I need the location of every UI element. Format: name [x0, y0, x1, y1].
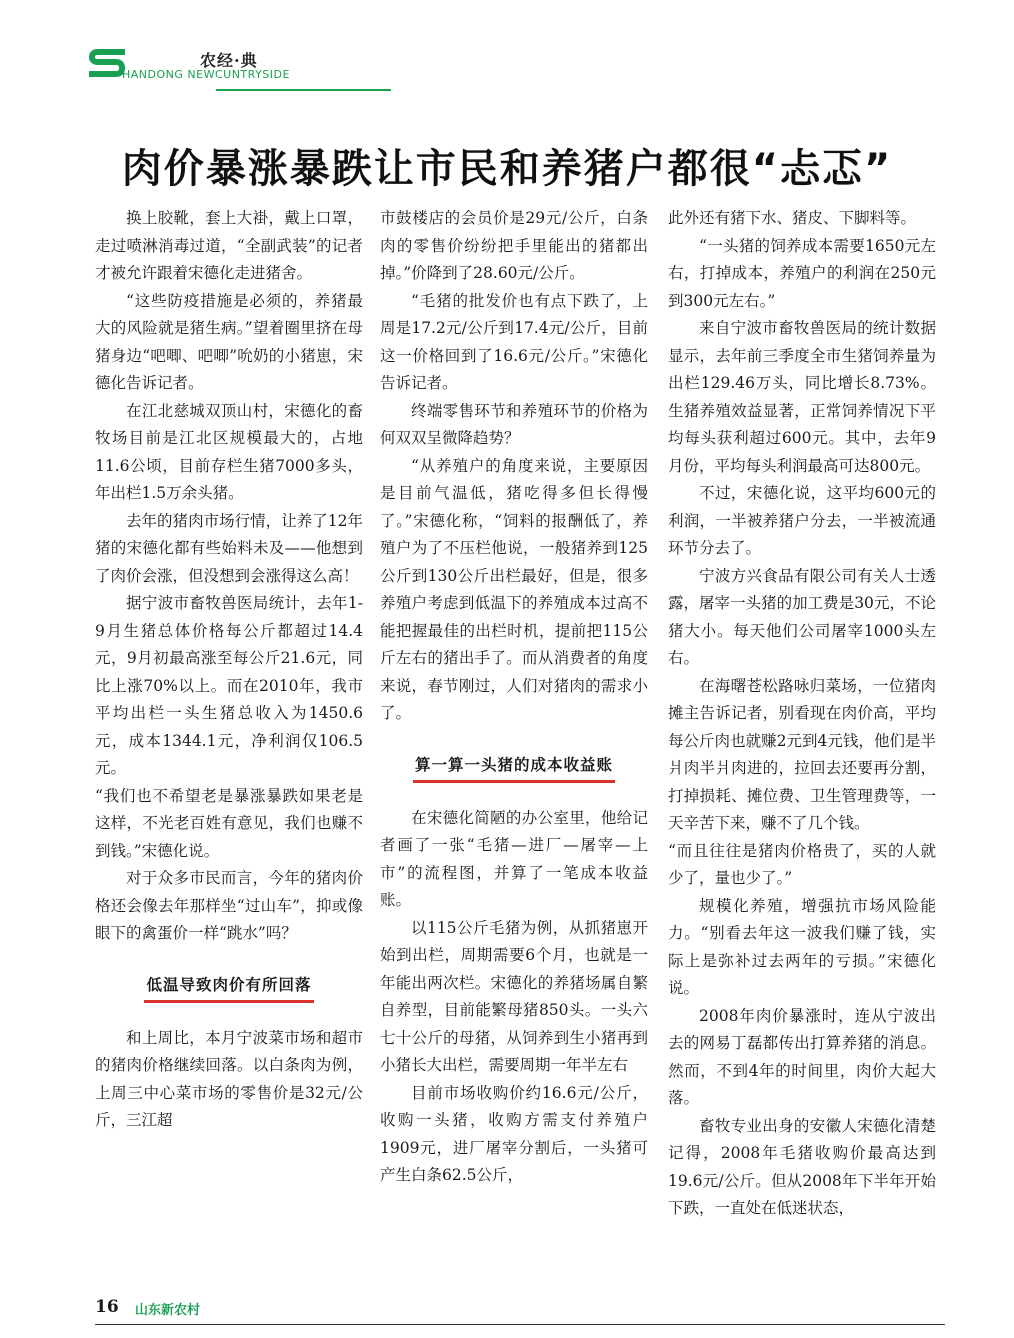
magazine-english-name: HANDONG NEWCUNTRYSIDE: [122, 68, 290, 81]
paragraph-continued: 此外还有猪下水、猪皮、下脚料等。: [668, 209, 917, 227]
paragraph: 畜牧专业出身的安徽人宋德化清楚记得，2008年毛猪收购价最高达到19.6元/公斤。但从2008年下半年开始下跌，一直处在低迷状态，: [668, 1116, 936, 1217]
paragraph: “我们也不希望老是暴涨暴跌如果老是这样，不光老百姓有意见，我们也赚不到钱。”宋德化说。: [95, 786, 363, 860]
section-heading: 低温导致肉价有所回落: [144, 973, 313, 1003]
paragraph: “这些防疫措施是必须的，养猪最大的风险就是猪生病。”望着圈里挤在母猪身边“吧唧、吧唧”吮奶的小猪崽，宋德化告诉记者。: [95, 291, 363, 392]
paragraph: 和上周比，本月宁波菜市场和超市的猪肉价格继续回落。以白条肉为例，上周三中心菜市场的零售价是32元/公斤，三江超: [95, 1028, 363, 1129]
paragraph: “毛猪的批发价也有点下跌了，上周是17.2元/公斤到17.4元/公斤，目前这一价格回到了16.6元/公斤。”宋德化告诉记者。: [380, 291, 648, 392]
paragraph: 目前市场收购价约16.6元/公斤，收购一头猪，收购方需支付养殖户1909元，进厂屠宰分割后，一头猪可产生白条62.5公斤，: [380, 1083, 648, 1184]
paragraph: 对于众多市民而言，今年的猪肉价格还会像去年那样坐“过山车”，抑或像眼下的禽蛋价一样“跳水”吗？: [95, 869, 363, 942]
masthead: [88, 44, 388, 94]
header-rule: [216, 89, 391, 91]
paragraph: 宁波方兴食品有限公司有关人士透露，屠宰一头猪的加工费是30元，不论猪大小。每天他们公司屠宰1000头左右。: [668, 566, 936, 667]
paragraph: 据宁波市畜牧兽医局统计，去年1-9月生猪总体价格每公斤都超过14.4元，9月初最高涨至每公斤21.6元，同比上涨70%以上。而在2010年，我市平均出栏一头生猪总收入为1450.6元，成本1344.1元，净利润仅106.5元。: [95, 594, 363, 777]
footer-rule: [95, 1324, 945, 1325]
magazine-name: 农经·典: [200, 51, 258, 70]
paragraph: 规模化养殖，增强抗市场风险能力。“别看去年这一波我们赚了钱，实际上是弥补过去两年的亏损。”宋德化说。: [668, 896, 936, 997]
footer-brand: 山东新农村: [135, 1303, 201, 1318]
paragraph: 终端零售环节和养殖环节的价格为何双双呈微降趋势？: [380, 401, 648, 447]
paragraph: 去年的猪肉市场行情，让养了12年猪的宋德化都有些始料未及——他想到了肉价会涨，但没想到会涨得这么高！: [95, 511, 363, 585]
column-3: [668, 205, 936, 1223]
magazine-s-logo-icon: [88, 46, 126, 80]
paragraph: 来自宁波市畜牧兽医局的统计数据显示，去年前三季度全市生猪饲养量为出栏129.46万头，同比增长8.73%。生猪养殖效益显著，正常饲养情况下平均每头获利超过600元。其中，去年9月份，平均每头利润最高可达800元。: [668, 319, 936, 475]
paragraph: 2008年肉价暴涨时，连从宁波出去的网易丁磊都传出打算养猪的消息。然而，不到4年的时间里，肉价大起大落。: [668, 1006, 936, 1107]
article-title: 肉价暴涨暴跌让市民和养猪户都很“忐忑”: [121, 145, 893, 192]
paragraph-continued: 市鼓楼店的会员价是29元/公斤，白条肉的零售价纷纷把手里能出的猪都出掉。”价降到了28.60元/公斤。: [380, 209, 648, 282]
page-number: 16: [95, 1297, 119, 1317]
paragraph: 不过，宋德化说，这平均600元的利润，一半被养猪户分去，一半被流通环节分去了。: [668, 484, 936, 557]
paragraph: “一头猪的饲养成本需要1650元左右，打掉成本，养殖户的利润在250元到300元左右。”: [668, 236, 936, 310]
column-1: [95, 205, 363, 1135]
paragraph: 换上胶靴，套上大褂，戴上口罩，走过喷淋消毒过道，“全副武装”的记者才被允许跟着宋德化走进猪舍。: [95, 209, 363, 282]
column-2: [380, 205, 648, 1190]
paragraph: 在海曙苍松路咏归菜场，一位猪肉摊主告诉记者，别看现在肉价高，平均每公斤肉也就赚2元到4元钱，他们是半爿肉半爿肉进的，拉回去还要再分割，打掉损耗、摊位费、卫生管理费等，一天辛苦下来，赚不了几个钱。: [668, 676, 936, 832]
paragraph: “而且往往是猪肉价格贵了，买的人就少了，量也少了。”: [668, 841, 936, 887]
paragraph: “从养殖户的角度来说，主要原因是目前气温低，猪吃得多但长得慢了。”宋德化称，“饲料的报酬低了，养殖户为了不压栏他说，一般猪养到125公斤到130公斤出栏最好，但是，很多养殖户考虑到低温下的养殖成本过高不能把握最佳的出栏时机，提前把115公斤左右的猪出手了。而从消费者的角度来说，春节刚过，人们对猪肉的需求小了。: [380, 456, 648, 722]
paragraph: 以115公斤毛猪为例，从抓猪崽开始到出栏，周期需要6个月，也就是一年能出两次栏。宋德化的养猪场属自繁自养型，目前能繁母猪850头。一头六七十公斤的母猪，从饲养到生小猪再到小猪长大出栏，需要周期一年半左右: [380, 918, 648, 1074]
page-footer: [95, 1295, 945, 1327]
section-heading: 算一算一头猪的成本收益账: [413, 753, 615, 783]
paragraph: 在宋德化简陋的办公室里，他给记者画了一张“毛猪—进厂—屠宰—上市”的流程图，并算了一笔成本收益账。: [380, 808, 648, 909]
paragraph: 在江北慈城双顶山村，宋德化的畜牧场目前是江北区规模最大的，占地11.6公顷，目前存栏生猪7000多头，年出栏1.5万余头猪。: [95, 401, 363, 502]
